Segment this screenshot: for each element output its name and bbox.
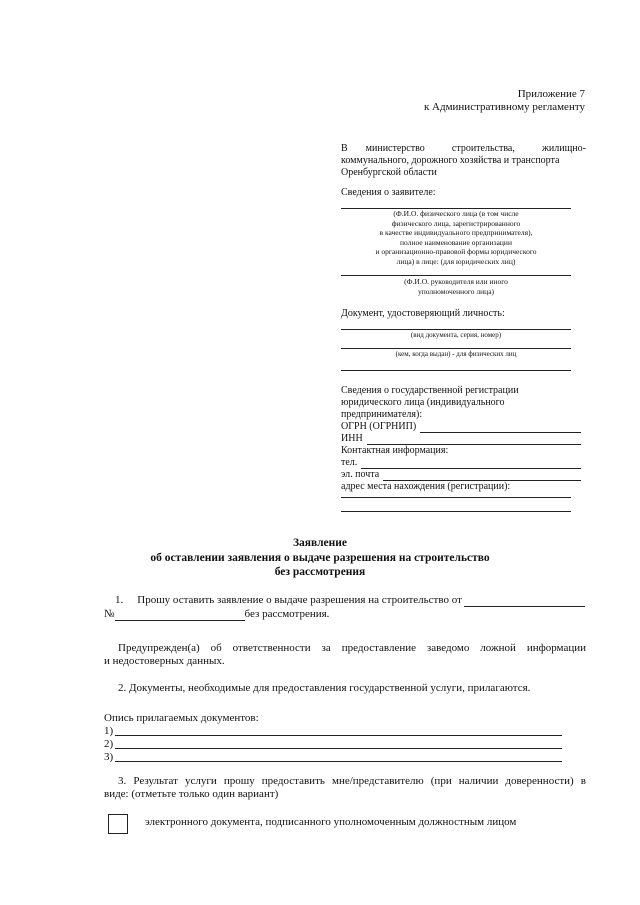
address-field-line-1[interactable] — [341, 497, 571, 498]
applicant-heading: Сведения о заявителе: — [341, 187, 436, 198]
appendix-line1: Приложение 7 — [517, 88, 585, 100]
addressee-line3: Оренбургской области — [341, 167, 437, 178]
ogrn-field[interactable] — [420, 421, 581, 433]
email-field[interactable] — [383, 469, 581, 481]
addressee-line1: министерство строительства, жилищно- — [365, 143, 586, 154]
addressee-line2: коммунального, дорожного хозяйства и транспорта — [341, 155, 560, 166]
electronic-document-label: электронного документа, подписанного уполномоченным должностным лицом — [145, 816, 517, 828]
appendix-label — [380, 88, 585, 114]
doc-extra-field-line[interactable] — [341, 370, 571, 371]
electronic-document-checkbox[interactable] — [108, 814, 128, 834]
application-number-field[interactable] — [115, 608, 245, 621]
request-number-row: № без рассмотрения. — [104, 608, 330, 620]
address-label: адрес места нахождения (регистрации): — [341, 481, 511, 492]
inn-field[interactable] — [367, 433, 581, 445]
appendix-line2: к Административному регламенту — [423, 101, 585, 113]
doc-field-line[interactable] — [341, 329, 571, 330]
head-hint: (Ф.И.О. руководителя или иного уполномоченного лица) — [404, 277, 508, 296]
request-paragraph: 1. Прошу оставить заявление о выдаче разрешения на строительство от — [115, 594, 585, 607]
document-title — [60, 536, 580, 580]
inventory-item-field[interactable] — [115, 738, 562, 749]
doc-hint1: (вид документа, серия, номер) — [410, 331, 502, 339]
inventory-item: 1) — [104, 725, 562, 738]
address-field-line-2[interactable] — [341, 511, 571, 512]
identity-doc-heading: Документ, удостоверяющий личность: — [341, 308, 505, 319]
ogrn-row: ОГРН (ОГРНИП) — [341, 421, 581, 433]
inventory-item-field[interactable] — [115, 725, 562, 736]
inventory-heading: Опись прилагаемых документов: — [104, 712, 259, 724]
doc-issued-field-line[interactable] — [341, 348, 571, 349]
inventory-item: 2) — [104, 738, 562, 751]
title-line1: Заявление — [292, 537, 347, 549]
inventory-item-field[interactable] — [115, 751, 562, 762]
inventory-list — [104, 725, 562, 764]
title-line2: об оставлении заявления о выдаче разрешения на строительство — [150, 551, 490, 564]
registration-block: Сведения о государственной регистрации юридического лица (индивидуального предпринимателя): ОГРН (ОГРНИП) ИНН Контактная информация: тел. эл. почта адрес места нахождения (регистрации): — [341, 385, 581, 493]
tel-row: тел. — [341, 457, 581, 469]
head-field-line[interactable] — [341, 275, 571, 276]
inventory-item: 3) — [104, 751, 562, 764]
title-line3: без рассмотрения — [274, 566, 366, 578]
documents-paragraph: 2. Документы, необходимые для предоставления государственной услуги, прилагаются. — [118, 682, 531, 694]
application-date-field[interactable] — [464, 594, 585, 607]
tel-field[interactable] — [361, 457, 581, 469]
addressee-block — [341, 143, 586, 179]
email-row: эл. почта — [341, 469, 581, 481]
inn-row: ИНН — [341, 433, 581, 445]
contact-heading: Контактная информация: — [341, 445, 449, 456]
doc-hint2: (кем, когда выдан) - для физических лиц — [395, 350, 517, 358]
fio-hint: (Ф.И.О. физического лица (в том числе физического лица, зарегистрированного в качестве индивидуального предпринимателя), полное наименование организации и организационно-правовой формы юридического лица) в лице: (для юридических лиц) — [375, 209, 537, 266]
result-paragraph: 3. Результат услуги прошу предоставить мне/представителю (при наличии доверенности) в виде: (отметьте только один вариант) — [104, 775, 586, 800]
warning-paragraph: Предупрежден(а) об ответственности за предоставление заведомо ложной информации и недостоверных данных. — [104, 642, 586, 667]
addressee-prefix: В — [341, 143, 348, 154]
